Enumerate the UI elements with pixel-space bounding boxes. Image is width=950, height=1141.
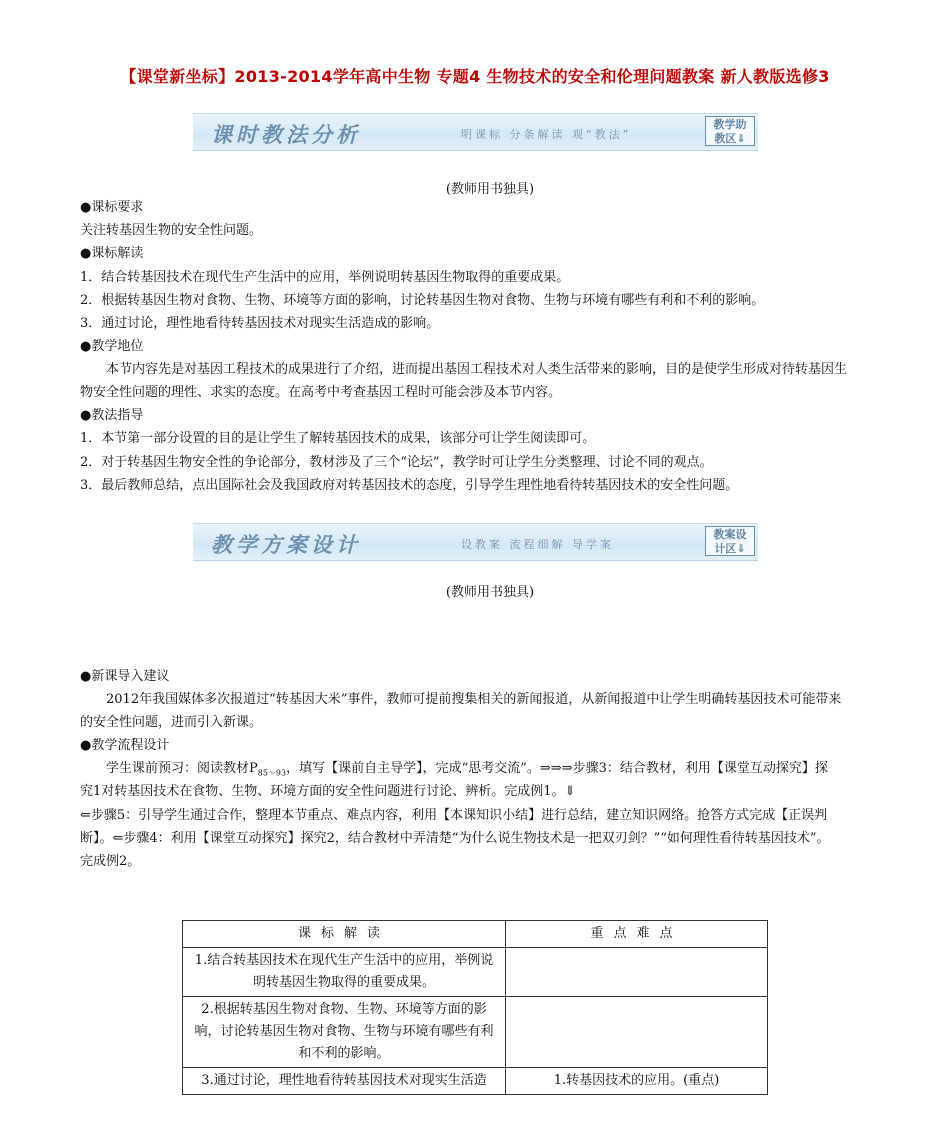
table-row xyxy=(183,997,768,1068)
table-cell: 1.结合转基因技术在现代生产生活中的应用，举例说明转基因生物取得的重要成果。 xyxy=(183,948,506,997)
standards-table xyxy=(182,920,768,1095)
table-cell: 2.根据转基因生物对食物、生物、环境等方面的影响，讨论转基因生物对食物、生物与环境有哪些有利和不利的影响。 xyxy=(183,997,506,1068)
flow-line-3: ⇐步骤5：引导学生通过合作，整理本节重点、难点内容，利用【本课知识小结】进行总结，建立知识网络。抢答方式完成【正误判 xyxy=(80,808,828,823)
teaching-plan-banner xyxy=(193,523,758,561)
teaching-status-line-2: 物安全性问题的理性、求实的态度。在高考中考查基因工程时可能会涉及本节内容。 xyxy=(80,385,562,400)
document-title: 【课堂新坐标】2013-2014学年高中生物 专题4 生物技术的安全和伦理问题教案 新人教版选修3 xyxy=(120,67,830,86)
flow-line-4: 断】。⇐步骤4：利用【课堂互动探究】探究2，结合教材中弄清楚“为什么说生物技术是一把双刃剑？”“如何理性看待转基因技术”。 xyxy=(80,831,830,846)
flow-line-1 xyxy=(80,757,870,779)
table-cell: 1.转基因技术的应用。(重点) xyxy=(506,1068,768,1095)
intro-line-2: 的安全性问题，进而引入新课。 xyxy=(80,715,263,730)
flow-line-5: 完成例2。 xyxy=(80,854,141,869)
method-item-2: 2．对于转基因生物安全性的争论部分，教材涉及了三个“论坛”，教学时可让学生分类整理、讨论不同的观点。 xyxy=(80,455,713,470)
lesson-analysis-banner xyxy=(193,113,758,151)
banner-subtitle: 设教案 流程细解 导学案 xyxy=(461,538,614,551)
heading-teaching-status: ●教学地位 xyxy=(80,339,144,354)
heading-flow-design: ●教学流程设计 xyxy=(80,738,170,753)
standards-item-3: 3．通过讨论，理性地看待转基因技术对现实生活造成的影响。 xyxy=(80,316,440,331)
table-row xyxy=(183,948,768,997)
page-range-subscript: 85～93 xyxy=(257,768,287,778)
standards-item-2: 2．根据转基因生物对食物、生物、环境等方面的影响，讨论转基因生物对食物、生物与环境有哪些有利和不利的影响。 xyxy=(80,293,765,308)
table-cell xyxy=(506,948,768,997)
teacher-only-note: (教师用书独具) xyxy=(445,182,535,197)
table-header-row xyxy=(183,921,768,948)
flow-text-1: 学生课前预习：阅读教材P xyxy=(106,761,258,776)
banner-title: 课时教法分析 xyxy=(211,122,361,147)
table-cell: 3.通过讨论，理性地看待转基因技术对现实生活造 xyxy=(183,1068,506,1095)
teaching-status-line-1 xyxy=(80,358,870,377)
standards-item-1: 1．结合转基因技术在现代生产生活中的应用，举例说明转基因生物取得的重要成果。 xyxy=(80,270,570,285)
teaching-status-text-a: 本节内容先是对基因工程技术的成果进行了介绍，进而提出基因工程技术对人类生活带来的影响，目的是使学生形成对待转基因生 xyxy=(106,362,848,377)
banner-badge-text: 教学助 教区⇓ xyxy=(713,118,747,145)
banner-title: 教学方案设计 xyxy=(211,532,361,557)
table-header-keypoints: 重点难点 xyxy=(506,921,768,948)
intro-text-a: 2012年我国媒体多次报道过“转基因大米”事件，教师可提前搜集相关的新闻报道，从新闻报道中让学生明确转基因技术可能带来 xyxy=(106,692,842,707)
banner-badge xyxy=(705,116,755,146)
banner-badge-text: 教案设 计区⇓ xyxy=(713,528,747,555)
flow-text-1-rest: ，填写【课前自主导学】，完成“思考交流”。⇒⇒⇒步骤3：结合教材，利用【课堂互动探究】探 xyxy=(286,761,828,776)
method-item-1: 1．本节第一部分设置的目的是让学生了解转基因技术的成果，该部分可让学生阅读即可。 xyxy=(80,431,596,446)
table-row xyxy=(183,1068,768,1095)
banner-subtitle: 明课标 分条解读 观“教法” xyxy=(461,128,632,141)
heading-intro-suggestion: ●新课导入建议 xyxy=(80,669,170,684)
heading-standards: ●课标要求 xyxy=(80,200,144,215)
heading-standards-reading: ●课标解读 xyxy=(80,246,144,261)
table-header-standards: 课标解读 xyxy=(183,921,506,948)
heading-method-guide: ●教法指导 xyxy=(80,408,144,423)
standards-text: 关注转基因生物的安全性问题。 xyxy=(80,223,263,238)
method-item-3: 3．最后教师总结，点出国际社会及我国政府对转基因技术的态度，引导学生理性地看待转基因技术的安全性问题。 xyxy=(80,478,739,493)
banner-badge xyxy=(705,526,755,556)
flow-line-2: 究1对转基因技术在食物、生物、环境方面的安全性问题进行讨论、辨析。完成例1。⇓ xyxy=(80,784,576,799)
intro-line-1 xyxy=(80,688,870,707)
teacher-only-note: (教师用书独具) xyxy=(445,585,535,600)
table-cell xyxy=(506,997,768,1068)
